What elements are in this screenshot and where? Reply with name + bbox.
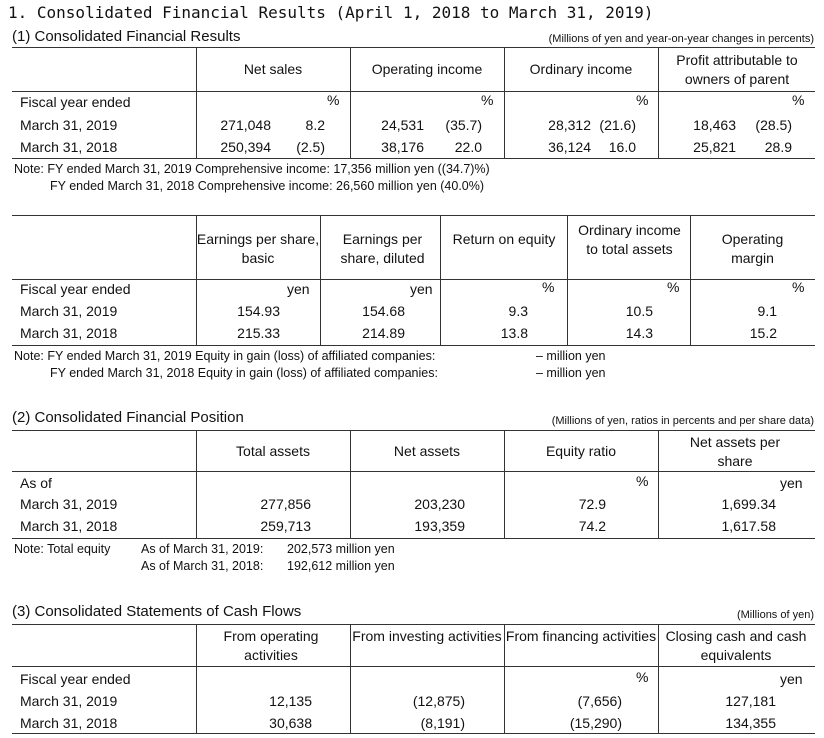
section1-units: (Millions of yen and year-on-year changes in percents) xyxy=(548,33,814,45)
header-equity-ratio: Equity ratio xyxy=(545,443,617,459)
position-note: As of March 31, 2019: xyxy=(141,542,264,556)
row-date: March 31, 2019 xyxy=(20,303,118,319)
cell: 9.1 xyxy=(757,303,777,319)
header-closing-cash: Closing cash and cash equivalents xyxy=(665,628,807,663)
cell: 15.2 xyxy=(749,325,777,341)
row-label: As of xyxy=(20,475,52,491)
cell: 14.3 xyxy=(625,325,653,341)
cell: 72.9 xyxy=(578,496,606,512)
unit-pct: % xyxy=(667,279,680,295)
unit-yen: yen xyxy=(287,281,310,297)
position-note-value: 192,612 million yen xyxy=(287,559,395,573)
cell: 10.5 xyxy=(625,303,653,319)
unit-pct: % xyxy=(481,92,494,108)
cell: (21.6) xyxy=(599,117,636,133)
ratios-note-value: – million yen xyxy=(536,366,606,380)
cell: (8,191) xyxy=(420,715,465,731)
unit-yen: yen xyxy=(780,671,803,687)
document-title: 1. Consolidated Financial Results (April 1, 2018 to March 31, 2019) xyxy=(8,3,654,22)
row-date: March 31, 2018 xyxy=(20,325,118,341)
unit-pct: % xyxy=(636,92,649,108)
row-label: Fiscal year ended xyxy=(20,94,131,110)
cell: (35.7) xyxy=(445,117,482,133)
cell: 36,124 xyxy=(548,139,591,155)
row-date: March 31, 2018 xyxy=(20,518,118,534)
cell: 203,230 xyxy=(414,496,465,512)
header-eps-diluted: Earnings per share, diluted xyxy=(340,231,425,266)
ratios-note: Note: FY ended March 31, 2019 Equity in gain (loss) of affiliated companies: xyxy=(14,349,436,363)
unit-pct: % xyxy=(792,279,805,295)
cell: (2.5) xyxy=(296,139,325,155)
cell: 28.9 xyxy=(764,139,792,155)
cell: 215.33 xyxy=(237,325,280,341)
section1-heading: (1) Consolidated Financial Results xyxy=(12,28,241,45)
cell: 250,394 xyxy=(220,139,271,155)
cell: 22.0 xyxy=(454,139,482,155)
cell: 12,135 xyxy=(269,693,312,709)
cell: 1,617.58 xyxy=(721,518,776,534)
section1-note: Note: FY ended March 31, 2019 Comprehensive income: 17,356 million yen ((34.7)%) xyxy=(14,162,490,176)
unit-yen: yen xyxy=(410,281,433,297)
cell: (28.5) xyxy=(755,117,792,133)
row-date: March 31, 2018 xyxy=(20,139,118,155)
cell: 259,713 xyxy=(260,518,311,534)
cell: 28,312 xyxy=(548,117,591,133)
unit-pct: % xyxy=(636,473,649,489)
row-date: March 31, 2019 xyxy=(20,693,118,709)
cell: (7,656) xyxy=(577,693,622,709)
cell: 38,176 xyxy=(381,139,424,155)
position-note-value: 202,573 million yen xyxy=(287,542,395,556)
header-profit-attributable: Profit attributable to owners of parent xyxy=(676,52,798,87)
header-eps-basic: Earnings per share, basic xyxy=(196,231,320,266)
cell: 18,463 xyxy=(693,117,736,133)
header-operating-activities: From operating activities xyxy=(223,628,319,663)
cell: 9.3 xyxy=(508,303,528,319)
header-operating-income: Operating income xyxy=(371,61,483,77)
ratios-note-value: – million yen xyxy=(536,349,606,363)
cell: 154.68 xyxy=(362,303,405,319)
cell: 13.8 xyxy=(500,325,528,341)
cell: 30,638 xyxy=(269,715,312,731)
cell: 214.89 xyxy=(362,325,405,341)
cell: 24,531 xyxy=(381,117,424,133)
cell: 193,359 xyxy=(414,518,465,534)
header-net-sales: Net sales xyxy=(243,61,303,77)
unit-yen: yen xyxy=(780,475,803,491)
ratios-note: FY ended March 31, 2018 Equity in gain (loss) of affiliated companies: xyxy=(50,366,438,380)
header-ordinary-income: Ordinary income xyxy=(529,61,633,77)
header-investing-activities: From investing activities xyxy=(352,628,502,644)
section1-note: FY ended March 31, 2018 Comprehensive income: 26,560 million yen (40.0%) xyxy=(50,179,485,193)
cell: (15,290) xyxy=(569,715,622,731)
row-label: Fiscal year ended xyxy=(20,671,131,687)
section3-heading: (3) Consolidated Statements of Cash Flows xyxy=(12,603,302,620)
header-net-assets: Net assets xyxy=(393,443,461,459)
position-note-label: Note: Total equity xyxy=(14,542,111,556)
unit-pct: % xyxy=(327,92,340,108)
cell: 8.2 xyxy=(305,117,325,133)
cell: (12,875) xyxy=(412,693,465,709)
section3-units: (Millions of yen) xyxy=(736,609,814,621)
cell: 127,181 xyxy=(725,693,776,709)
cell: 1,699.34 xyxy=(721,496,776,512)
header-roe: Return on equity xyxy=(452,231,556,247)
cell: 16.0 xyxy=(608,139,636,155)
header-ordinary-to-assets: Ordinary income to total assets xyxy=(578,222,681,257)
row-label: Fiscal year ended xyxy=(20,281,131,297)
row-date: March 31, 2019 xyxy=(20,117,118,133)
header-operating-margin: Operating margin xyxy=(721,231,784,266)
unit-pct: % xyxy=(542,279,555,295)
section2-heading: (2) Consolidated Financial Position xyxy=(12,409,244,426)
row-date: March 31, 2019 xyxy=(20,496,118,512)
header-net-assets-per-share: Net assets per share xyxy=(689,434,781,469)
section2-units: (Millions of yen, ratios in percents and per share data) xyxy=(551,415,814,427)
cell: 25,821 xyxy=(693,139,736,155)
row-date: March 31, 2018 xyxy=(20,715,118,731)
header-financing-activities: From financing activities xyxy=(505,628,657,644)
cell: 74.2 xyxy=(578,518,606,534)
position-note: As of March 31, 2018: xyxy=(141,559,264,573)
header-total-assets: Total assets xyxy=(236,443,310,459)
cell: 154.93 xyxy=(237,303,280,319)
unit-pct: % xyxy=(792,92,805,108)
cell: 134,355 xyxy=(725,715,776,731)
cell: 271,048 xyxy=(220,117,271,133)
cell: 277,856 xyxy=(260,496,311,512)
unit-pct: % xyxy=(636,669,649,685)
